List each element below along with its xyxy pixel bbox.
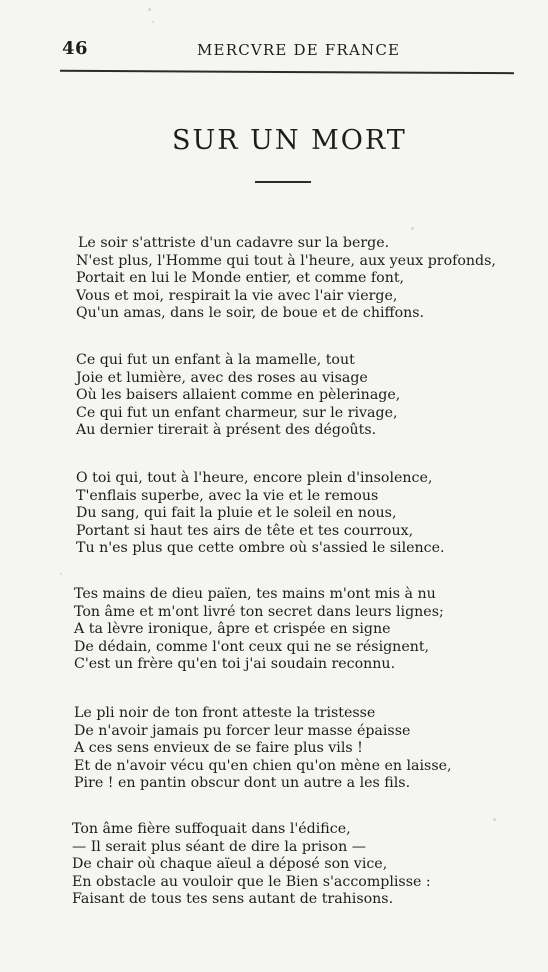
print-speck: [411, 227, 414, 230]
verse-line: Portant si haut tes airs de tête et tes courroux,: [76, 522, 414, 539]
verse-line: Et de n'avoir vécu qu'en chien qu'on mène en laisse,: [74, 757, 452, 774]
stanza-4: [74, 586, 444, 674]
stanza-2: [76, 352, 400, 440]
verse-line: Où les baisers allaient comme en pèlerinage,: [76, 387, 401, 403]
verse-line: Du sang, qui fait la pluie et le soleil en nous,: [76, 505, 397, 521]
verse-line: Tu n'es plus que cette ombre où s'assied le silence.: [76, 540, 445, 556]
header-rule: [60, 70, 514, 74]
verse-line: A ta lèvre ironique, âpre et crispée en signe: [74, 621, 391, 637]
verse-line: — Il serait plus séant de dire la prison —: [72, 838, 366, 855]
poem-title: SUR UN MORT: [172, 125, 407, 156]
title-rule: [255, 181, 311, 183]
running-title: MERCVRE DE FRANCE: [197, 41, 401, 59]
page-number: 46: [62, 38, 89, 59]
stanza-6: [72, 821, 431, 909]
verse-line: Ton âme et m'ont livré ton secret dans leurs lignes;: [74, 603, 444, 620]
verse-line: Le pli noir de ton front atteste la tristesse: [74, 705, 376, 721]
verse-line: Tes mains de dieu païen, tes mains m'ont mis à nu: [74, 586, 436, 602]
stanza-3: [76, 470, 445, 558]
verse-line: De chair où chaque aïeul a déposé son vice,: [72, 856, 388, 872]
verse-line: T'enflais superbe, avec la vie et le remous: [76, 487, 379, 504]
verse-line: Portait en lui le Monde entier, et comme font,: [76, 270, 405, 286]
verse-line: Vous et moi, respirait la vie avec l'air vierge,: [76, 287, 398, 304]
verse-line: De dédain, comme l'ont ceux qui ne se résignent,: [74, 638, 430, 655]
print-speck: [152, 21, 154, 23]
verse-line: Joie et lumière, avec des roses au visage: [76, 369, 368, 386]
verse-line: C'est un frère qu'en toi j'ai soudain reconnu.: [74, 656, 396, 672]
verse-line: Ce qui fut un enfant charmeur, sur le rivage,: [76, 404, 398, 421]
verse-line: Qu'un amas, dans le soir, de boue et de chiffons.: [76, 305, 425, 321]
verse-line: O toi qui, tout à l'heure, encore plein d'insolence,: [76, 470, 433, 486]
stanza-1: [76, 235, 496, 323]
verse-line: N'est plus, l'Homme qui tout à l'heure, aux yeux profonds,: [76, 252, 496, 269]
verse-line: De n'avoir jamais pu forcer leur masse épaisse: [74, 722, 411, 739]
verse-line: Ton âme fière suffoquait dans l'édifice,: [72, 821, 351, 837]
verse-line: Au dernier tirerait à présent des dégoûts.: [76, 422, 377, 438]
print-speck: [148, 8, 151, 11]
print-speck: [493, 818, 496, 821]
verse-line: A ces sens envieux de se faire plus vils !: [74, 740, 363, 756]
verse-line: Le soir s'attriste d'un cadavre sur la berge.: [78, 235, 390, 251]
verse-line: Ce qui fut un enfant à la mamelle, tout: [76, 352, 355, 368]
stanza-5: [74, 705, 452, 793]
print-speck: [60, 573, 62, 575]
verse-line: En obstacle au vouloir que le Bien s'accomplisse :: [72, 873, 431, 890]
verse-line: Pire ! en pantin obscur dont un autre a les fils.: [74, 775, 411, 791]
verse-line: Faisant de tous tes sens autant de trahisons.: [72, 891, 394, 907]
